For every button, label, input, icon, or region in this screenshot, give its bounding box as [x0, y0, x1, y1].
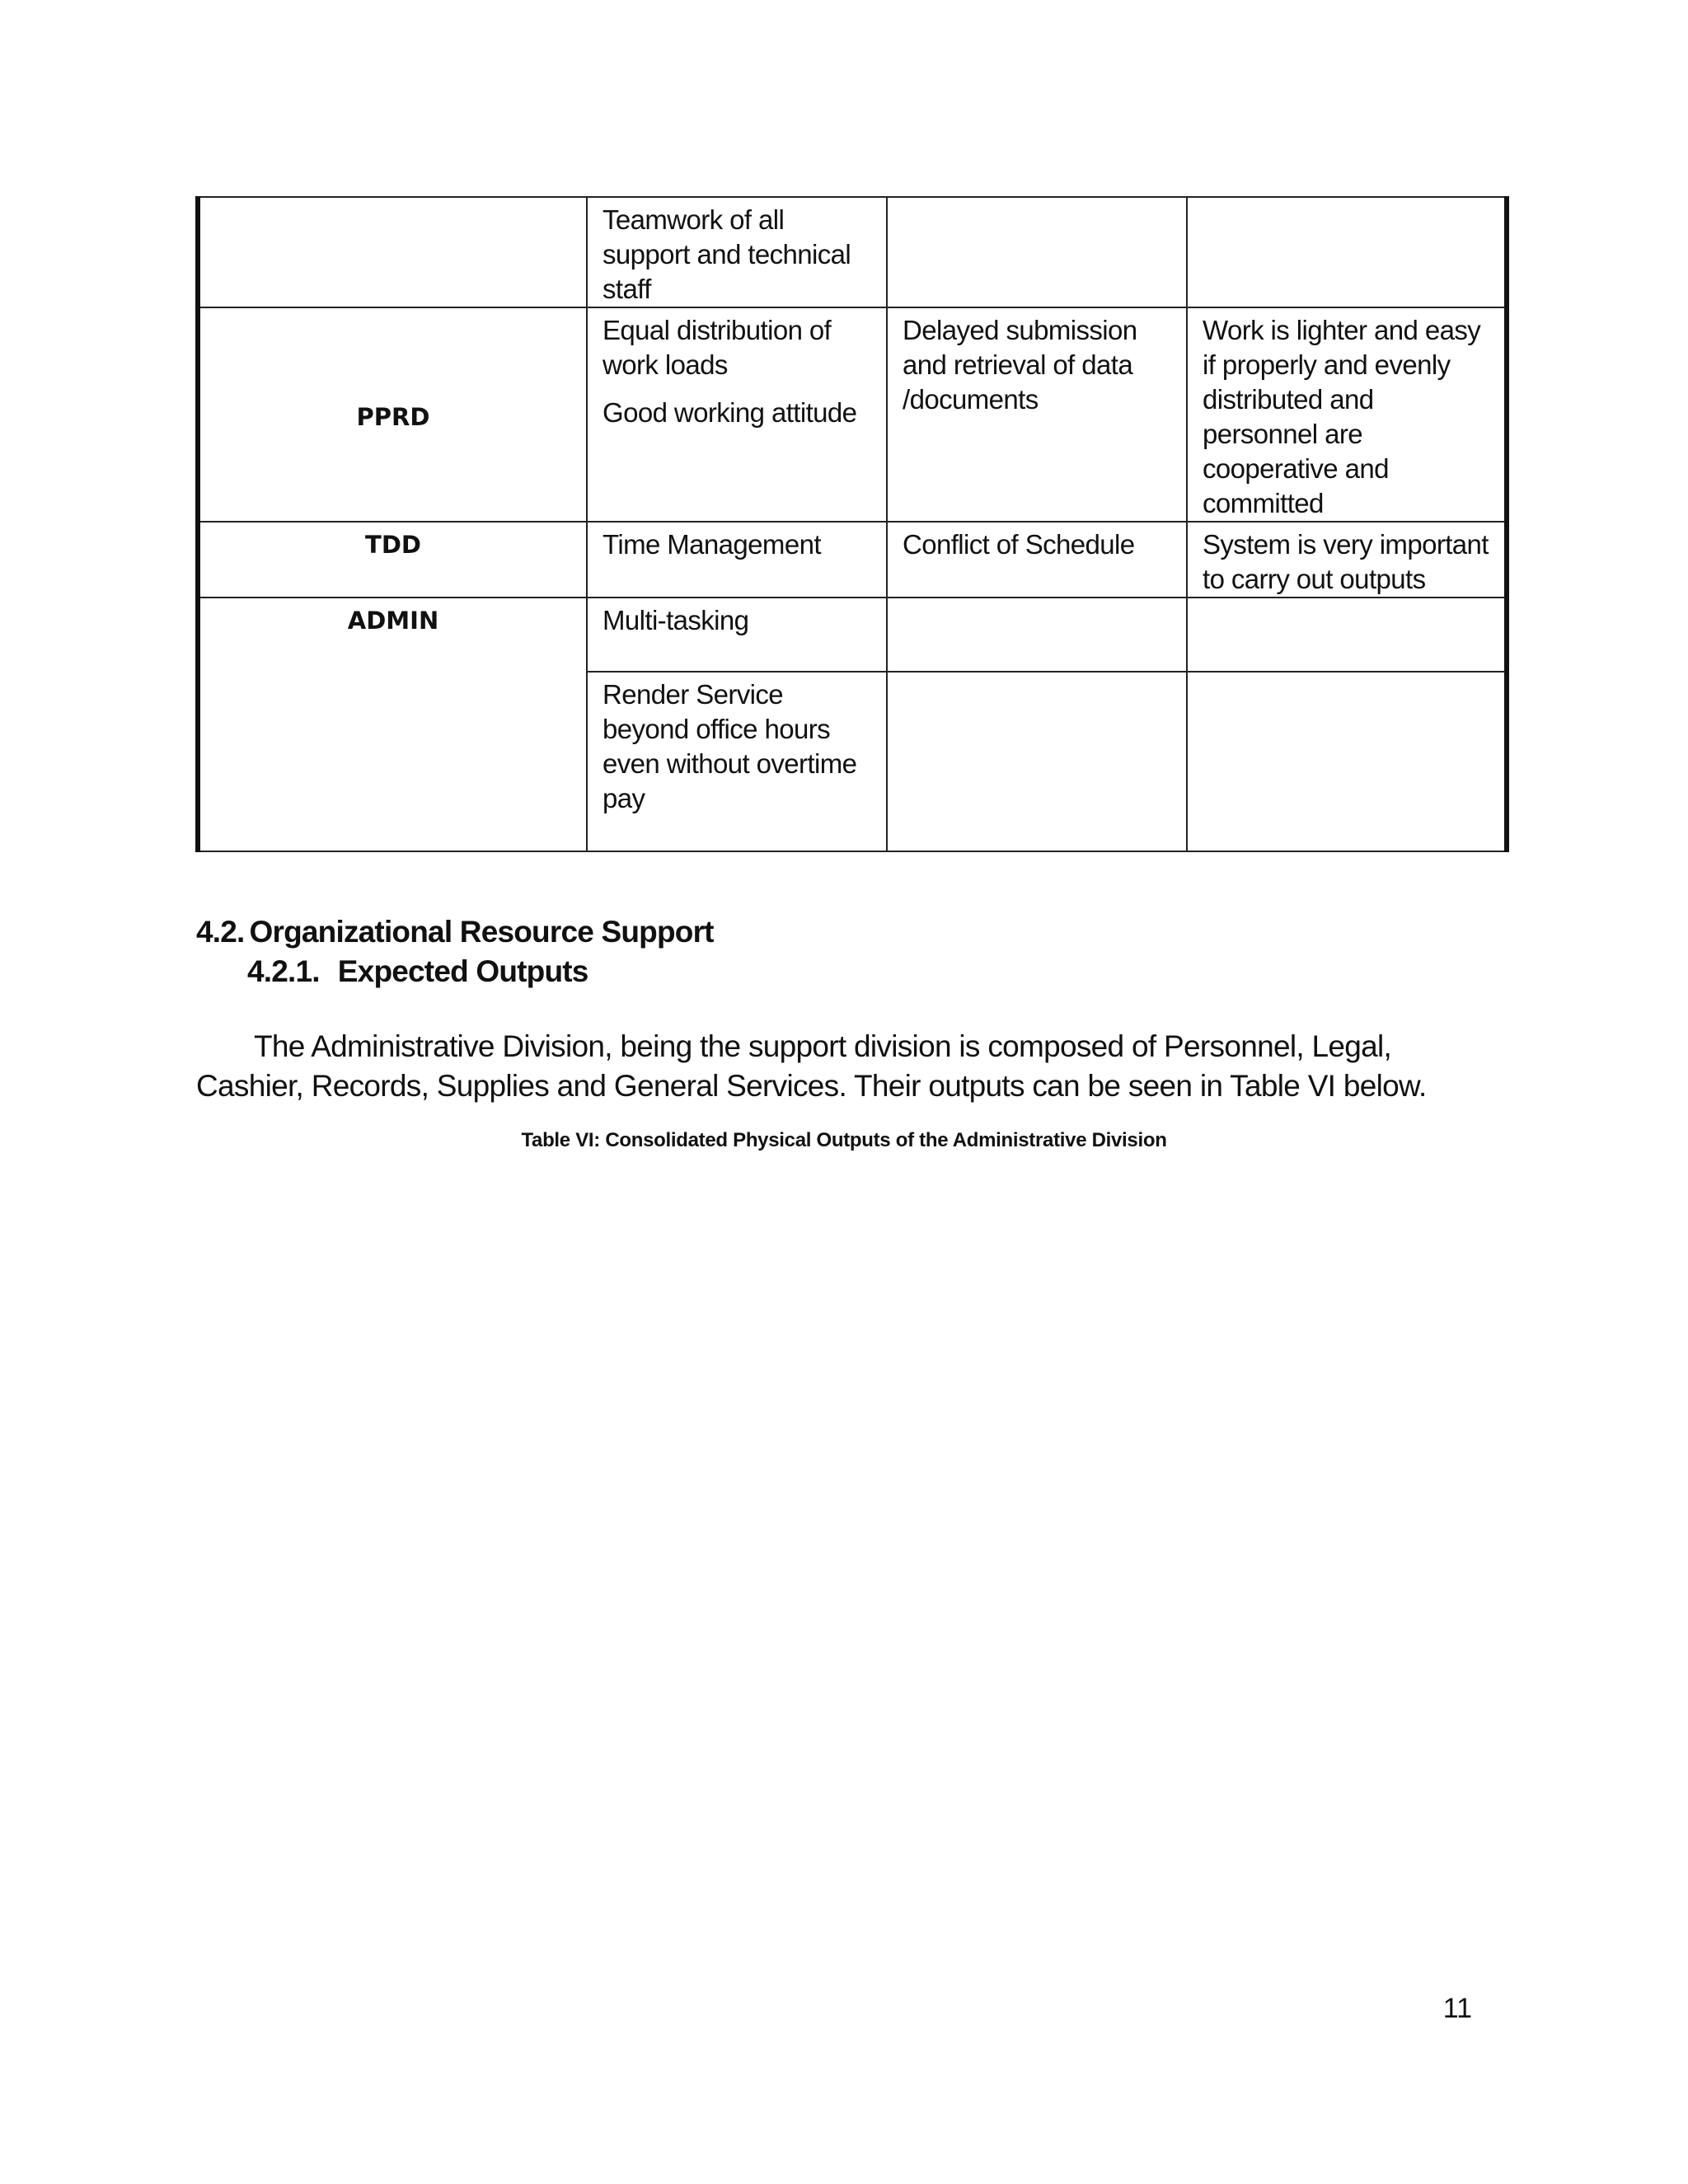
strength-cell: [587, 672, 887, 851]
strength-cell: [587, 197, 887, 307]
remarks-cell: [1187, 197, 1507, 307]
strength-text: Render Service beyond office hours even without overtime pay: [603, 679, 857, 813]
strengths-weaknesses-table: [195, 196, 1509, 852]
unit-cell: [198, 197, 587, 307]
weakness-cell: [887, 598, 1187, 672]
table-row: [198, 197, 1507, 307]
remarks-cell: [1187, 672, 1507, 851]
unit-cell: ADMIN: [198, 598, 587, 672]
section-heading: [196, 915, 714, 949]
page-number: 11: [1442, 1993, 1472, 2024]
strength-cell: [587, 598, 887, 672]
table-row: [198, 598, 1507, 672]
weakness-cell: [887, 672, 1187, 851]
subsection-number: 4.2.1.: [247, 954, 320, 988]
unit-cell: TDD: [198, 522, 587, 598]
weakness-cell: Delayed submission and retrieval of data /documents: [887, 307, 1187, 522]
table-caption: Table VI: Consolidated Physical Outputs of the Administrative Division: [521, 1129, 1167, 1151]
strength-text: Multi-tasking: [603, 605, 749, 635]
weakness-cell: [887, 197, 1187, 307]
subsection-heading: [247, 954, 588, 989]
body-paragraph: The Administrative Division, being the support division is composed of Personnel, Legal, Cashier, Records, Supplies and General Services. Their outputs can be seen in Table VI below.: [196, 1029, 1427, 1103]
strength-cell: [587, 522, 887, 598]
remarks-cell: [1187, 598, 1507, 672]
section-title: Organizational Resource Support: [249, 915, 714, 949]
table-row: [198, 307, 1507, 522]
strength-text: Equal distribution of work loads: [603, 315, 832, 380]
table-row: [198, 672, 1507, 851]
strength-text: Good working attitude: [603, 397, 857, 428]
unit-cell: PPRD: [198, 307, 587, 522]
section-number: 4.2.: [196, 915, 245, 949]
remarks-cell: System is very important to carry out outputs: [1187, 522, 1507, 598]
strength-cell: [587, 307, 887, 522]
subsection-title: Expected Outputs: [337, 954, 588, 988]
strength-text: Teamwork of all support and technical staff: [603, 204, 851, 304]
weakness-cell: Conflict of Schedule: [887, 522, 1187, 598]
table-row: [198, 522, 1507, 598]
remarks-cell: Work is lighter and easy if properly and evenly distributed and personnel are cooperative and committed: [1187, 307, 1507, 522]
unit-cell: [198, 672, 587, 851]
strength-text: Time Management: [603, 529, 821, 560]
